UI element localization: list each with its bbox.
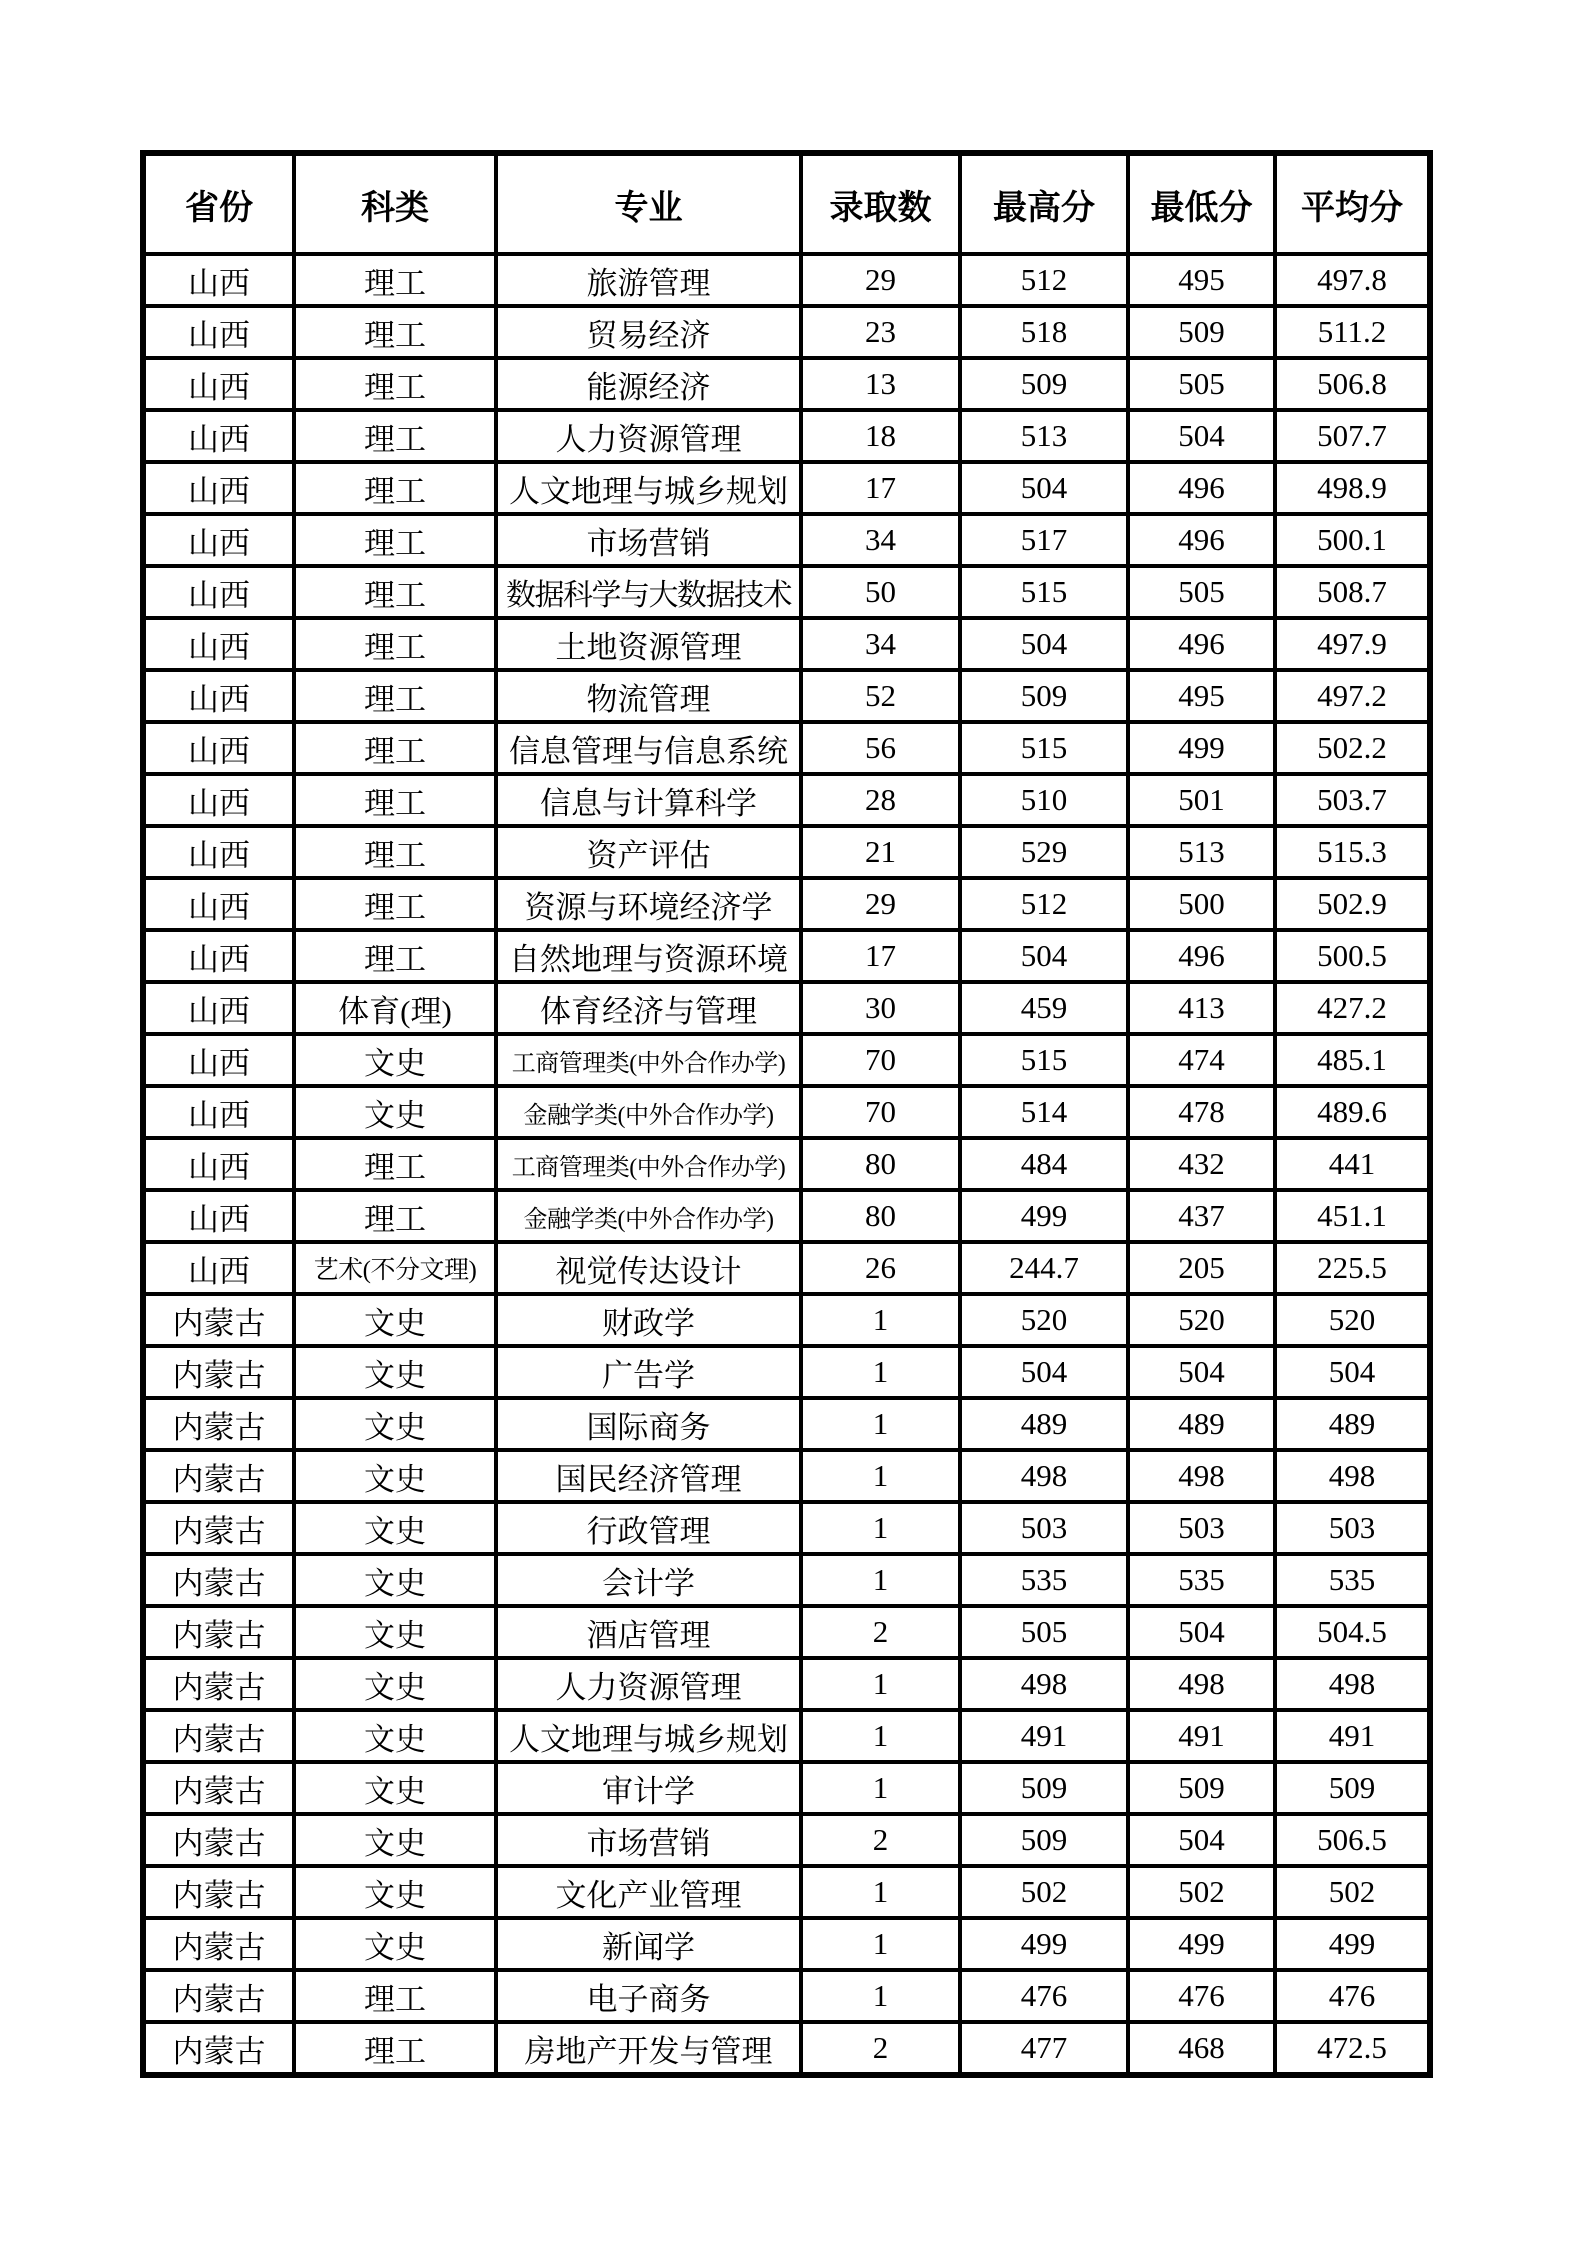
cell-max-score: 477 xyxy=(960,2022,1128,2075)
table-row xyxy=(143,1710,1430,1762)
table-row xyxy=(143,982,1430,1034)
cell-category: 文史 xyxy=(294,1814,496,1866)
table-row xyxy=(143,1502,1430,1554)
cell-major: 财政学 xyxy=(496,1294,801,1346)
cell-admitted-count: 29 xyxy=(801,878,960,930)
cell-admitted-count: 1 xyxy=(801,1346,960,1398)
cell-avg-score: 535 xyxy=(1275,1554,1430,1606)
cell-category: 文史 xyxy=(294,1762,496,1814)
cell-avg-score: 485.1 xyxy=(1275,1034,1430,1086)
cell-category: 文史 xyxy=(294,1294,496,1346)
cell-min-score: 505 xyxy=(1128,358,1275,410)
cell-admitted-count: 26 xyxy=(801,1242,960,1294)
cell-min-score: 476 xyxy=(1128,1970,1275,2022)
cell-min-score: 501 xyxy=(1128,774,1275,826)
cell-major: 工商管理类(中外合作办学) xyxy=(496,1138,801,1190)
cell-max-score: 504 xyxy=(960,930,1128,982)
cell-admitted-count: 1 xyxy=(801,1398,960,1450)
cell-admitted-count: 56 xyxy=(801,722,960,774)
cell-major: 国际商务 xyxy=(496,1398,801,1450)
table-row xyxy=(143,878,1430,930)
cell-avg-score: 503 xyxy=(1275,1502,1430,1554)
cell-category: 理工 xyxy=(294,2022,496,2075)
cell-province: 山西 xyxy=(143,670,294,722)
table-row xyxy=(143,358,1430,410)
cell-province: 山西 xyxy=(143,410,294,462)
cell-province: 内蒙古 xyxy=(143,1502,294,1554)
cell-major: 体育经济与管理 xyxy=(496,982,801,1034)
table-row xyxy=(143,306,1430,358)
cell-admitted-count: 28 xyxy=(801,774,960,826)
table-row xyxy=(143,514,1430,566)
cell-admitted-count: 17 xyxy=(801,930,960,982)
admission-score-table xyxy=(140,150,1433,2078)
cell-admitted-count: 80 xyxy=(801,1190,960,1242)
cell-min-score: 502 xyxy=(1128,1866,1275,1918)
cell-province: 内蒙古 xyxy=(143,1918,294,1970)
cell-max-score: 504 xyxy=(960,462,1128,514)
cell-category: 理工 xyxy=(294,1190,496,1242)
cell-max-score: 529 xyxy=(960,826,1128,878)
cell-admitted-count: 1 xyxy=(801,1502,960,1554)
header-row xyxy=(143,153,1430,254)
cell-category: 理工 xyxy=(294,514,496,566)
table-row xyxy=(143,1970,1430,2022)
cell-category: 理工 xyxy=(294,1138,496,1190)
cell-major: 审计学 xyxy=(496,1762,801,1814)
cell-avg-score: 506.8 xyxy=(1275,358,1430,410)
cell-province: 山西 xyxy=(143,1190,294,1242)
cell-max-score: 509 xyxy=(960,358,1128,410)
cell-min-score: 491 xyxy=(1128,1710,1275,1762)
cell-category: 理工 xyxy=(294,930,496,982)
cell-max-score: 515 xyxy=(960,1034,1128,1086)
cell-category: 文史 xyxy=(294,1554,496,1606)
cell-max-score: 520 xyxy=(960,1294,1128,1346)
cell-province: 内蒙古 xyxy=(143,1346,294,1398)
cell-min-score: 513 xyxy=(1128,826,1275,878)
cell-province: 内蒙古 xyxy=(143,1294,294,1346)
cell-avg-score: 225.5 xyxy=(1275,1242,1430,1294)
cell-major: 新闻学 xyxy=(496,1918,801,1970)
cell-province: 山西 xyxy=(143,1138,294,1190)
table-row xyxy=(143,254,1430,306)
table-row xyxy=(143,1814,1430,1866)
cell-province: 山西 xyxy=(143,254,294,306)
table-row xyxy=(143,1294,1430,1346)
cell-province: 内蒙古 xyxy=(143,1814,294,1866)
cell-category: 文史 xyxy=(294,1086,496,1138)
cell-avg-score: 500.5 xyxy=(1275,930,1430,982)
cell-category: 文史 xyxy=(294,1346,496,1398)
cell-min-score: 413 xyxy=(1128,982,1275,1034)
cell-min-score: 504 xyxy=(1128,410,1275,462)
cell-min-score: 504 xyxy=(1128,1606,1275,1658)
cell-major: 土地资源管理 xyxy=(496,618,801,670)
table-row xyxy=(143,1606,1430,1658)
cell-major: 资源与环境经济学 xyxy=(496,878,801,930)
cell-category: 理工 xyxy=(294,306,496,358)
table-row xyxy=(143,462,1430,514)
cell-max-score: 491 xyxy=(960,1710,1128,1762)
col-header-province: 省份 xyxy=(143,153,294,254)
cell-admitted-count: 1 xyxy=(801,1554,960,1606)
cell-max-score: 244.7 xyxy=(960,1242,1128,1294)
cell-major: 自然地理与资源环境 xyxy=(496,930,801,982)
cell-max-score: 489 xyxy=(960,1398,1128,1450)
cell-admitted-count: 1 xyxy=(801,1450,960,1502)
cell-avg-score: 498 xyxy=(1275,1450,1430,1502)
cell-admitted-count: 21 xyxy=(801,826,960,878)
cell-admitted-count: 70 xyxy=(801,1086,960,1138)
table-row xyxy=(143,1918,1430,1970)
cell-province: 山西 xyxy=(143,358,294,410)
cell-max-score: 476 xyxy=(960,1970,1128,2022)
cell-max-score: 512 xyxy=(960,878,1128,930)
cell-min-score: 503 xyxy=(1128,1502,1275,1554)
cell-admitted-count: 30 xyxy=(801,982,960,1034)
cell-admitted-count: 2 xyxy=(801,1814,960,1866)
cell-min-score: 496 xyxy=(1128,462,1275,514)
table-row xyxy=(143,1866,1430,1918)
cell-province: 山西 xyxy=(143,1242,294,1294)
cell-min-score: 520 xyxy=(1128,1294,1275,1346)
cell-major: 人力资源管理 xyxy=(496,410,801,462)
cell-category: 文史 xyxy=(294,1918,496,1970)
cell-max-score: 513 xyxy=(960,410,1128,462)
table-row xyxy=(143,1034,1430,1086)
cell-max-score: 517 xyxy=(960,514,1128,566)
cell-major: 信息与计算科学 xyxy=(496,774,801,826)
cell-avg-score: 491 xyxy=(1275,1710,1430,1762)
table-row xyxy=(143,1762,1430,1814)
cell-min-score: 468 xyxy=(1128,2022,1275,2075)
cell-min-score: 500 xyxy=(1128,878,1275,930)
cell-province: 山西 xyxy=(143,618,294,670)
cell-avg-score: 497.8 xyxy=(1275,254,1430,306)
cell-avg-score: 489 xyxy=(1275,1398,1430,1450)
cell-major: 文化产业管理 xyxy=(496,1866,801,1918)
table-row xyxy=(143,410,1430,462)
cell-avg-score: 506.5 xyxy=(1275,1814,1430,1866)
cell-major: 市场营销 xyxy=(496,1814,801,1866)
cell-major: 物流管理 xyxy=(496,670,801,722)
cell-category: 理工 xyxy=(294,358,496,410)
cell-major: 信息管理与信息系统 xyxy=(496,722,801,774)
cell-max-score: 503 xyxy=(960,1502,1128,1554)
cell-max-score: 514 xyxy=(960,1086,1128,1138)
cell-min-score: 509 xyxy=(1128,1762,1275,1814)
cell-category: 理工 xyxy=(294,670,496,722)
cell-major: 能源经济 xyxy=(496,358,801,410)
cell-major: 市场营销 xyxy=(496,514,801,566)
cell-major: 会计学 xyxy=(496,1554,801,1606)
cell-admitted-count: 2 xyxy=(801,1606,960,1658)
cell-min-score: 496 xyxy=(1128,514,1275,566)
cell-major: 视觉传达设计 xyxy=(496,1242,801,1294)
cell-avg-score: 441 xyxy=(1275,1138,1430,1190)
table-row xyxy=(143,774,1430,826)
cell-major: 数据科学与大数据技术 xyxy=(496,566,801,618)
cell-category: 理工 xyxy=(294,462,496,514)
table-row xyxy=(143,1242,1430,1294)
cell-province: 内蒙古 xyxy=(143,1450,294,1502)
table-row xyxy=(143,1190,1430,1242)
cell-admitted-count: 80 xyxy=(801,1138,960,1190)
cell-category: 文史 xyxy=(294,1450,496,1502)
table-body xyxy=(143,254,1430,2075)
cell-max-score: 498 xyxy=(960,1658,1128,1710)
cell-min-score: 499 xyxy=(1128,722,1275,774)
cell-avg-score: 497.9 xyxy=(1275,618,1430,670)
cell-avg-score: 472.5 xyxy=(1275,2022,1430,2075)
cell-min-score: 498 xyxy=(1128,1450,1275,1502)
cell-max-score: 509 xyxy=(960,1814,1128,1866)
cell-max-score: 499 xyxy=(960,1190,1128,1242)
cell-admitted-count: 1 xyxy=(801,1658,960,1710)
cell-major: 金融学类(中外合作办学) xyxy=(496,1086,801,1138)
cell-avg-score: 502 xyxy=(1275,1866,1430,1918)
cell-avg-score: 500.1 xyxy=(1275,514,1430,566)
cell-avg-score: 511.2 xyxy=(1275,306,1430,358)
cell-max-score: 499 xyxy=(960,1918,1128,1970)
cell-max-score: 512 xyxy=(960,254,1128,306)
cell-min-score: 505 xyxy=(1128,566,1275,618)
cell-avg-score: 427.2 xyxy=(1275,982,1430,1034)
cell-category: 文史 xyxy=(294,1398,496,1450)
cell-avg-score: 507.7 xyxy=(1275,410,1430,462)
cell-avg-score: 451.1 xyxy=(1275,1190,1430,1242)
col-header-admitted-count: 录取数 xyxy=(801,153,960,254)
cell-min-score: 432 xyxy=(1128,1138,1275,1190)
table-header xyxy=(143,153,1430,254)
col-header-major: 专业 xyxy=(496,153,801,254)
cell-category: 理工 xyxy=(294,826,496,878)
cell-province: 山西 xyxy=(143,306,294,358)
cell-avg-score: 497.2 xyxy=(1275,670,1430,722)
cell-admitted-count: 29 xyxy=(801,254,960,306)
cell-min-score: 478 xyxy=(1128,1086,1275,1138)
cell-avg-score: 504 xyxy=(1275,1346,1430,1398)
cell-avg-score: 502.2 xyxy=(1275,722,1430,774)
cell-major: 人文地理与城乡规划 xyxy=(496,1710,801,1762)
table-row xyxy=(143,2022,1430,2075)
cell-admitted-count: 18 xyxy=(801,410,960,462)
cell-category: 理工 xyxy=(294,566,496,618)
cell-min-score: 496 xyxy=(1128,930,1275,982)
table-row xyxy=(143,1658,1430,1710)
cell-major: 工商管理类(中外合作办学) xyxy=(496,1034,801,1086)
cell-category: 文史 xyxy=(294,1710,496,1762)
cell-province: 内蒙古 xyxy=(143,1970,294,2022)
cell-province: 山西 xyxy=(143,566,294,618)
cell-avg-score: 499 xyxy=(1275,1918,1430,1970)
table-row xyxy=(143,930,1430,982)
cell-avg-score: 498.9 xyxy=(1275,462,1430,514)
cell-admitted-count: 52 xyxy=(801,670,960,722)
cell-avg-score: 509 xyxy=(1275,1762,1430,1814)
cell-province: 内蒙古 xyxy=(143,1762,294,1814)
cell-major: 旅游管理 xyxy=(496,254,801,306)
table-row xyxy=(143,1138,1430,1190)
cell-admitted-count: 70 xyxy=(801,1034,960,1086)
cell-admitted-count: 1 xyxy=(801,1866,960,1918)
col-header-max-score: 最高分 xyxy=(960,153,1128,254)
cell-avg-score: 515.3 xyxy=(1275,826,1430,878)
cell-max-score: 509 xyxy=(960,1762,1128,1814)
cell-major: 人文地理与城乡规划 xyxy=(496,462,801,514)
cell-major: 国民经济管理 xyxy=(496,1450,801,1502)
cell-avg-score: 503.7 xyxy=(1275,774,1430,826)
cell-max-score: 535 xyxy=(960,1554,1128,1606)
cell-major: 电子商务 xyxy=(496,1970,801,2022)
cell-province: 山西 xyxy=(143,982,294,1034)
cell-province: 内蒙古 xyxy=(143,1398,294,1450)
cell-admitted-count: 1 xyxy=(801,1918,960,1970)
cell-max-score: 484 xyxy=(960,1138,1128,1190)
cell-admitted-count: 1 xyxy=(801,1710,960,1762)
table-row xyxy=(143,670,1430,722)
table-row xyxy=(143,1554,1430,1606)
cell-min-score: 495 xyxy=(1128,670,1275,722)
cell-admitted-count: 1 xyxy=(801,1970,960,2022)
cell-avg-score: 476 xyxy=(1275,1970,1430,2022)
cell-min-score: 205 xyxy=(1128,1242,1275,1294)
cell-province: 山西 xyxy=(143,1034,294,1086)
cell-province: 山西 xyxy=(143,514,294,566)
cell-max-score: 498 xyxy=(960,1450,1128,1502)
cell-major: 人力资源管理 xyxy=(496,1658,801,1710)
cell-admitted-count: 23 xyxy=(801,306,960,358)
table-row xyxy=(143,826,1430,878)
cell-major: 行政管理 xyxy=(496,1502,801,1554)
cell-province: 山西 xyxy=(143,462,294,514)
cell-max-score: 510 xyxy=(960,774,1128,826)
cell-category: 理工 xyxy=(294,774,496,826)
cell-category: 理工 xyxy=(294,618,496,670)
table-row xyxy=(143,618,1430,670)
cell-province: 山西 xyxy=(143,722,294,774)
cell-major: 房地产开发与管理 xyxy=(496,2022,801,2075)
cell-max-score: 502 xyxy=(960,1866,1128,1918)
col-header-min-score: 最低分 xyxy=(1128,153,1275,254)
cell-category: 艺术(不分文理) xyxy=(294,1242,496,1294)
table-row xyxy=(143,1086,1430,1138)
cell-major: 酒店管理 xyxy=(496,1606,801,1658)
cell-max-score: 509 xyxy=(960,670,1128,722)
cell-max-score: 504 xyxy=(960,618,1128,670)
cell-province: 山西 xyxy=(143,878,294,930)
cell-admitted-count: 1 xyxy=(801,1294,960,1346)
cell-province: 内蒙古 xyxy=(143,1658,294,1710)
cell-province: 内蒙古 xyxy=(143,1710,294,1762)
cell-major: 金融学类(中外合作办学) xyxy=(496,1190,801,1242)
cell-admitted-count: 50 xyxy=(801,566,960,618)
cell-max-score: 515 xyxy=(960,722,1128,774)
cell-avg-score: 498 xyxy=(1275,1658,1430,1710)
cell-avg-score: 502.9 xyxy=(1275,878,1430,930)
cell-min-score: 474 xyxy=(1128,1034,1275,1086)
cell-category: 理工 xyxy=(294,878,496,930)
cell-province: 内蒙古 xyxy=(143,2022,294,2075)
cell-category: 理工 xyxy=(294,410,496,462)
cell-min-score: 437 xyxy=(1128,1190,1275,1242)
cell-admitted-count: 2 xyxy=(801,2022,960,2075)
cell-province: 山西 xyxy=(143,930,294,982)
cell-category: 文史 xyxy=(294,1034,496,1086)
cell-admitted-count: 1 xyxy=(801,1762,960,1814)
cell-avg-score: 489.6 xyxy=(1275,1086,1430,1138)
cell-category: 文史 xyxy=(294,1866,496,1918)
cell-admitted-count: 34 xyxy=(801,618,960,670)
cell-admitted-count: 17 xyxy=(801,462,960,514)
cell-max-score: 518 xyxy=(960,306,1128,358)
cell-category: 理工 xyxy=(294,1970,496,2022)
cell-province: 内蒙古 xyxy=(143,1866,294,1918)
cell-major: 广告学 xyxy=(496,1346,801,1398)
table-row xyxy=(143,566,1430,618)
cell-min-score: 496 xyxy=(1128,618,1275,670)
cell-province: 山西 xyxy=(143,774,294,826)
cell-max-score: 459 xyxy=(960,982,1128,1034)
cell-min-score: 498 xyxy=(1128,1658,1275,1710)
cell-admitted-count: 13 xyxy=(801,358,960,410)
cell-min-score: 499 xyxy=(1128,1918,1275,1970)
col-header-avg-score: 平均分 xyxy=(1275,153,1430,254)
cell-avg-score: 508.7 xyxy=(1275,566,1430,618)
cell-category: 理工 xyxy=(294,254,496,306)
cell-max-score: 504 xyxy=(960,1346,1128,1398)
cell-min-score: 509 xyxy=(1128,306,1275,358)
cell-avg-score: 520 xyxy=(1275,1294,1430,1346)
cell-max-score: 515 xyxy=(960,566,1128,618)
cell-min-score: 504 xyxy=(1128,1346,1275,1398)
table-row xyxy=(143,1450,1430,1502)
cell-province: 内蒙古 xyxy=(143,1606,294,1658)
cell-category: 文史 xyxy=(294,1606,496,1658)
table-row xyxy=(143,1346,1430,1398)
cell-max-score: 505 xyxy=(960,1606,1128,1658)
cell-province: 内蒙古 xyxy=(143,1554,294,1606)
cell-province: 山西 xyxy=(143,1086,294,1138)
cell-admitted-count: 34 xyxy=(801,514,960,566)
cell-category: 文史 xyxy=(294,1502,496,1554)
cell-min-score: 495 xyxy=(1128,254,1275,306)
cell-min-score: 489 xyxy=(1128,1398,1275,1450)
cell-category: 理工 xyxy=(294,722,496,774)
cell-province: 山西 xyxy=(143,826,294,878)
cell-min-score: 535 xyxy=(1128,1554,1275,1606)
cell-category: 体育(理) xyxy=(294,982,496,1034)
cell-major: 资产评估 xyxy=(496,826,801,878)
cell-min-score: 504 xyxy=(1128,1814,1275,1866)
cell-avg-score: 504.5 xyxy=(1275,1606,1430,1658)
table-row xyxy=(143,722,1430,774)
cell-category: 文史 xyxy=(294,1658,496,1710)
col-header-category: 科类 xyxy=(294,153,496,254)
table-row xyxy=(143,1398,1430,1450)
cell-major: 贸易经济 xyxy=(496,306,801,358)
